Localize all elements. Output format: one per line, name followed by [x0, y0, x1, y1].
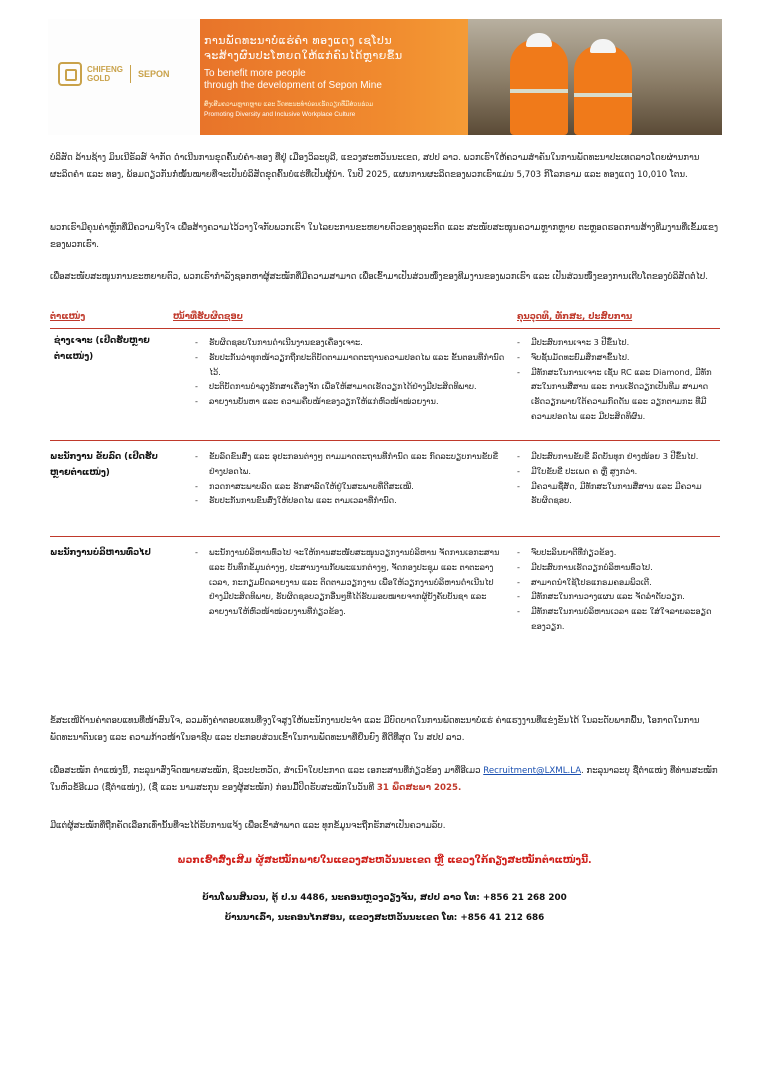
list-item: - ມີທັກສະໃນການວາງແຜນ ແລະ ຈັດລຳດັບວຽກ.	[517, 589, 722, 604]
position-title: ຊ່າງເຈາະ (ເປີດຮັບຫຼາຍຕຳແໜ່ງ)	[54, 336, 150, 362]
list-item: - ປະຕິບັດການບຳລຸງຮັກສາເຄື່ອງຈັກ ເພື່ອໃຫ້ສາມາດເຮັດວຽກໄດ້ຢ່າງມີປະສິດທິພາບ.	[195, 379, 505, 394]
list-item: - ຂັບລົດຂົນສົ່ງ ແລະ ອຸປະກອນຕ່າງໆ ຕາມມາດຕະຖານທີ່ກຳນົດ ແລະ ກົດລະບຽບການຂັບຂີ່ຢ່າງປອດໄພ.	[195, 449, 505, 479]
list-item: - ມີທັກສະໃນການເຈາະ ເຊັ່ນ RC ແລະ Diamond, ມີທັກສະໃນການສື່ສານ ແລະ ການເຮັດວຽກເປັນທີມ ສາມາດເຮັດວຽກພາຍໃຕ້ຄວາມກົດດັນ ແລະ ວຽກຕາມກະ ທີ່ມີຄວາມປອດໄພ ແລະ ມີປະສິດທິຜົນ.	[517, 365, 722, 424]
header-qualifications: ຄຸນວຸດທິ, ທັກສະ, ປະສົບການ	[517, 312, 633, 322]
header-banner	[48, 19, 722, 135]
logo-sepon: SEPON	[138, 69, 170, 79]
duties-list	[195, 335, 505, 409]
banner-en-line-2: through the development of Sepon Mine	[204, 80, 382, 91]
banner-sub-en: Promoting Diversity and Inclusive Workplace Culture	[204, 111, 356, 118]
list-item: - ຈົບຊັ້ນມັດທະຍົມສຶກສາຂຶ້ນໄປ.	[517, 350, 722, 365]
shortlist-paragraph: ມີແຕ່ຜູ້ສະໝັກທີ່ຖືກຄັດເລືອກເທົ່ານັ້ນທີ່ຈະໄດ້ຮັບການແຈ້ງ ເພື່ອເຂົ້າສຳພາດ ແລະ ທຸກຂໍ້ມູນຈະຖືກຮັກສາເປັນຄວາມລັບ.	[50, 821, 446, 831]
logo-line-1: CHIFENG	[87, 65, 123, 74]
list-item: - ຮັບປະກັນວ່າທຸກໜ້າວຽກຖືກປະຕິບັດຕາມມາດຕະຖານຄວາມປອດໄພ ແລະ ຂັ້ນຕອນທີ່ກຳນົດໄວ້.	[195, 350, 505, 380]
local-applicants-callout: ພວກເຮົາສົ່ງເສີມ ຜູ້ສະໝັກພາຍໃນແຂວງສະຫວັນນະເຂດ ຫຼື ແຂວງໃກ້ຄຽງສະໝັກຕຳແໜ່ງນີ້.	[177, 855, 592, 866]
banner-lao-line-2: ຈະສ້າງຜົນປະໂຫຍດໃຫ້ແກ່ຄົນໄດ້ຫຼາຍຂຶ້ນ	[204, 49, 403, 62]
list-item: - ກວດກາສະພາບລົດ ແລະ ຮັກສາລົດໃຫ້ຢູ່ໃນສະພາບທີ່ດີສະເໝີ.	[195, 479, 505, 494]
address-vientiane: ບ້ານໂພນສີນວນ, ຕູ້ ປ.ນ 4486, ນະຄອນຫຼວງວຽງຈັນ, ສປປ ລາວ ໂທ: +856 21 268 200	[202, 893, 567, 903]
qualifications-list	[517, 335, 722, 424]
reflective-stripe	[574, 93, 632, 97]
apply-text: ເພື່ອສະໝັກ ຕຳແໜ່ງນີ້, ກະລຸນາສົ່ງຈົດໝາຍສະໝັກ, ຊີວະປະຫວັດ, ສຳເນົາໃບປະກາດ ແລະ ເອກະສານທີ່ກ່ຽວຂ້ອງ ມາທີ່ອີເມວ	[50, 766, 481, 776]
table-row-driver	[50, 440, 720, 537]
list-item: - ຈົບປະລິນຍາຕີທີ່ກ່ຽວຂ້ອງ.	[517, 545, 722, 560]
table-row-driller	[50, 328, 720, 441]
banner-sub-lao: ສົ່ງເສີມຄວາມຫຼາກຫຼາຍ ແລະ ວັດທະນະທຳບ່ອນເຮັດວຽກທີ່ມີສ່ວນຮ່ວມ	[204, 101, 374, 108]
list-item: - ມີໃບຂັບຂີ່ ປະເພດ ຄ ຫຼື ສູງກວ່າ.	[517, 464, 722, 479]
list-item: - ລາຍງານບັນຫາ ແລະ ຄວາມຄືບໜ້າຂອງວຽກໃຫ້ແກ່ຫົວໜ້າໜ່ວຍງານ.	[195, 394, 505, 409]
chifeng-logo-icon	[58, 62, 82, 86]
reflective-stripe	[510, 89, 568, 93]
duties-list	[195, 545, 505, 619]
list-item: - ຮັບປະກັນການຂົນສົ່ງໃຫ້ປອດໄພ ແລະ ຕາມເວລາທີ່ກຳນົດ.	[195, 493, 505, 508]
address-savannakhet: ບ້ານນາເລົ້າ, ນະຄອນໄກສອນ, ແຂວງສະຫວັນນະເຂດ ໂທ: +856 41 212 686	[224, 913, 545, 923]
header-duties: ໜ້າທີ່ຮັບຜິດຊອບ	[173, 312, 243, 322]
benefits-paragraph: ຂໍ້ສະເໜີດ້ານຄ່າຕອບແທນທີ່ໜ້າສົນໃຈ, ລວມທັງຄ່າຕອບແທນທີ່ຈູງໃຈສູງໃຫ້ພະນັກງານປະຈຳ ແລະ ມີບົດບາດໃນການພັດທະນາບໍ່ແຮ່ ຄ່າແຮງງານທີ່ແຂ່ງຂັນໄດ້ ໃນລະດັບພາກພື້ນ, ໂອກາດໃນການພັດທະນາຕົນເອງ ແລະ ຄວາມກ້າວໜ້າໃນອາຊີບ ແລະ ປະກອບສ່ວນເຂົ້າໃນການພັດທະນາທີ່ຍືນຍົງ ທີ່ດີທີ່ສຸດ ໃນ ສປປ ລາວ.	[50, 716, 700, 743]
worker-figure	[574, 45, 632, 135]
list-item: - ຮັບຜິດຊອບໃນການດຳເນີນງານຂອງເຄື່ອງເຈາະ.	[195, 335, 505, 350]
logo-line-2: GOLD	[87, 74, 111, 83]
list-item: - ມີປະສົບການຂັບຂີ່ ລົດບັນທຸກ ຢ່າງໜ້ອຍ 3 ປີຂຶ້ນໄປ.	[517, 449, 722, 464]
intro-paragraph: ບໍລິສັດ ລ້ານຊ້າງ ມິນເນີຣັລສ໌ ຈຳກັດ ດຳເນີນການຂຸດຄົ້ນບໍ່ຄຳ-ທອງ ທີ່ຢູ່ ເມືອງວິລະບູລີ, ແຂວງສະຫວັນນະເຂດ, ສປປ ລາວ. ພວກເຮົາໃຫ້ຄວາມສຳຄັນໃນການພັດທະນາປະເທດລາວໂດຍຜ່ານການຜະລິດຄຳ ແລະ ທອງ, ພ້ອມດຽວກັນກໍ່ໝັ້ນໝາຍທີ່ຈະເປັນບໍລິສັດຂຸດຄົ້ນບໍ່ແຮ່ທີ່ເປັນຜູ້ນຳ. ໃນປີ 2025, ແຜນການຜະລິດຂອງພວກເຮົາແມ່ນ 5,703 ກິໂລກຣາມ ແລະ ທອງແດງ 10,010 ໂຕນ.	[50, 153, 700, 180]
table-row-admin	[50, 536, 720, 689]
recruitment-email-link[interactable]: Recruitment@LXML.LA	[483, 766, 581, 776]
list-item: - ພະນັກງານບໍລິຫານທົ່ວໄປ ຈະໃຫ້ການສະໜັບສະໜູນວຽກງານບໍລິຫານ ຈັດການເອກະສານ ແລະ ບັນທຶກຂໍ້ມູນຕ່າງໆ, ປະສານງານກັບພະແນກຕ່າງໆ, ຈັດກອງປະຊຸມ ແລະ ຕາຕະລາງເວລາ, ກະກຽມບົດລາຍງານ ແລະ ຕິດຕາມວຽກງານ ເພື່ອໃຫ້ວຽກງານບໍລິຫານດຳເນີນໄປຢ່າງມີປະສິດທິພາບ, ຮັບຜິດຊອບວຽກອື່ນໆທີ່ໄດ້ຮັບມອບໝາຍຈາກຜູ້ບັງຄັບບັນຊາ ແລະ ລາຍງານໃຫ້ຫົວໜ້າໜ່ວຍງານທີ່ກ່ຽວຂ້ອງ.	[195, 545, 505, 619]
position-title: ພະນັກງານ ຂັບລົດ (ເປີດຮັບຫຼາຍຕຳແໜ່ງ)	[50, 452, 158, 478]
banner-en-line-1: To benefit more people	[204, 68, 306, 79]
banner-lao-line-1: ການພັດທະນາບໍ່ແຮ່ຄຳ ທອງແດງ ເຊໂປນ	[204, 34, 393, 47]
growth-paragraph: ເພື່ອສະໜັບສະໜູນການຂະຫຍາຍຕົວ, ພວກເຮົາກຳລັງຊອກຫາຜູ້ສະໝັກທີ່ມີຄວາມສາມາດ ເພື່ອເຂົ້າມາເປັນສ່ວນໜຶ່ງຂອງທີມງານຂອງພວກເຮົາ ແລະ ເປັນສ່ວນໜຶ່ງຂອງການເຕີບໂຕຂອງບໍລິສັດຕໍ່ໄປ.	[50, 272, 708, 282]
list-item: - ສາມາດນຳໃຊ້ໂປຣແກຣມຄອມພິວເຕີ.	[517, 575, 722, 590]
list-item: - ມີຄວາມຊື່ສັດ, ມີທັກສະໃນການສື່ສານ ແລະ ມີຄວາມຮັບຜິດຊອບ.	[517, 479, 722, 509]
apply-paragraph	[50, 763, 720, 797]
logo-divider	[130, 65, 131, 83]
worker-figure	[510, 39, 568, 135]
duties-list	[195, 449, 505, 508]
list-item: - ມີປະສົບການເຈາະ 3 ປີຂຶ້ນໄປ.	[517, 335, 722, 350]
qualifications-list	[517, 545, 722, 634]
position-title: ພະນັກງານບໍລິຫານທົ່ວໄປ	[50, 548, 151, 558]
list-item: - ມີທັກສະໃນການບໍລິຫານເວລາ ແລະ ໃສ່ໃຈລາຍລະອຽດຂອງວຽກ.	[517, 604, 722, 634]
deadline-date: 31 ພຶດສະພາ 2025.	[376, 783, 462, 793]
list-item: - ມີປະສົບການເຮັດວຽກບໍລິຫານທົ່ວໄປ.	[517, 560, 722, 575]
values-paragraph: ພວກເຮົາມີຄຸນຄ່າຫຼັກທີ່ມີຄວາມຈິງໃຈ ເພື່ອສ້າງຄວາມໄວ້ວາງໃຈກັບພວກເຮົາ ໃນໄລຍະການຂະຫຍາຍຕົວຂອງທຸລະກິດ ແລະ ສະໜັບສະໜູນຄວາມຫຼາກຫຼາຍ ຕະຫຼອດຮອດການສ້າງທີມງານທີ່ເຂັ້ມແຂງຂອງພວກເຮົາ.	[50, 223, 718, 250]
qualifications-list	[517, 449, 722, 508]
apply-text-cont: . ກະລຸນາລະບຸ ຊື່ຕຳແໜ່ງ ທີ່ທ່ານສະໝັກໃນຫົວຂໍ້ອີເມວ (ຊື່ຕຳແໜ່ງ), (ຊື່ ແລະ ນາມສະກຸນ ຂອງຜູ້ສະໝັກ) ກ່ອນມື້ປິດຮັບສະໝັກໃນວັນທີ	[50, 766, 718, 793]
company-logo	[58, 59, 170, 89]
header-position: ຕຳແໜ່ງ	[50, 312, 86, 322]
